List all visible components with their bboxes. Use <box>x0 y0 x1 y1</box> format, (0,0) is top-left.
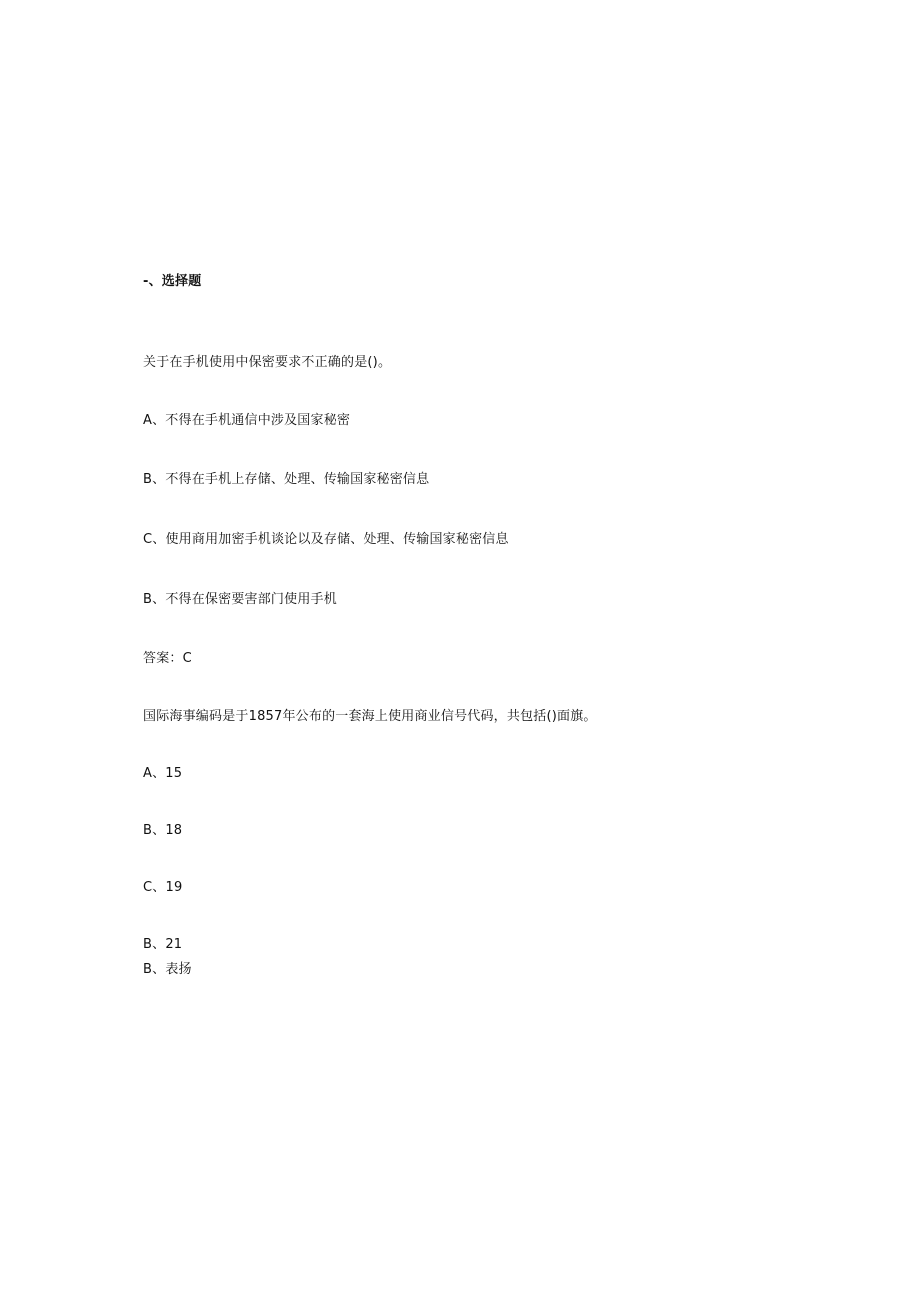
question-1-text: 关于在手机使用中保密要求不正确的是()。 <box>143 355 392 370</box>
question-2-text: 国际海事编码是于1857年公布的一套海上使用商业信号代码，共包括()面旗。 <box>143 709 597 724</box>
question-1-option-c: C、使用商用加密手机谈论以及存储、处理、传输国家秘密信息 <box>143 532 509 547</box>
question-1-option-b: B、不得在手机上存储、处理、传输国家秘密信息 <box>143 472 430 487</box>
question-2-option-b: B、18 <box>143 823 183 838</box>
question-1-option-a: A、不得在手机通信中涉及国家秘密 <box>143 413 351 428</box>
question-2-option-e: B、表扬 <box>143 962 192 977</box>
question-1-answer: 答案：C <box>143 651 192 666</box>
question-2-option-c: C、19 <box>143 880 183 895</box>
question-1-option-d: B、不得在保密要害部门使用手机 <box>143 592 337 607</box>
section-heading: -、选择题 <box>143 274 202 289</box>
question-2-option-d: B、21 <box>143 937 183 952</box>
question-2-option-a: A、15 <box>143 766 183 781</box>
